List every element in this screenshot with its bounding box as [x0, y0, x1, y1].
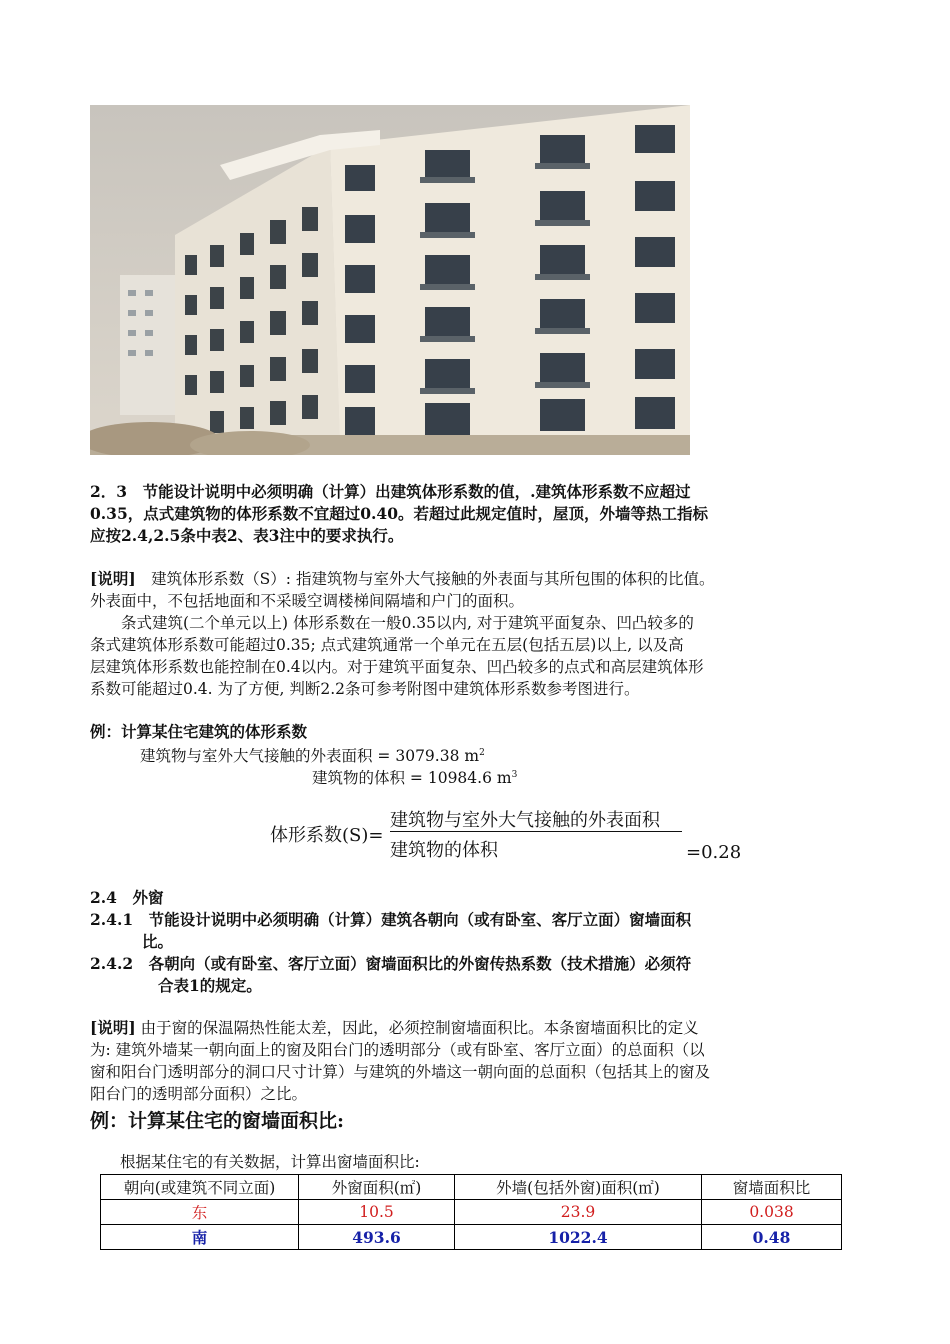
section-2-4-1-line1: 2.4.1 节能设计说明中必须明确（计算）建筑各朝向（或有卧室、客厅立面）窗墙面积 — [90, 910, 692, 929]
building-photo — [90, 105, 690, 455]
example1-area-sup: 2 — [479, 748, 485, 758]
formula-numerator: 建筑物与室外大气接触的外表面积 — [390, 810, 660, 831]
apartment-building-illustration — [90, 105, 690, 455]
example1-volume-text: 建筑物的体积 = 10984.6 m — [312, 769, 512, 787]
formula-lhs: 体形系数(S)= — [270, 825, 384, 846]
section-2-4-1-line2: 比。 — [142, 932, 174, 951]
example1-title: 例：计算某住宅建筑的体形系数 — [90, 722, 308, 741]
note1-line1 — [90, 568, 714, 590]
note2-line4: 阳台门的透明部分面积）之比。 — [90, 1085, 308, 1103]
example1-volume — [312, 764, 517, 789]
cell-orientation: 南 — [101, 1225, 299, 1250]
note1-line3: 条式建筑(二个单元以上) 体形系数在一般0.35以内, 对于建筑平面复杂、凹凸较多的 — [90, 614, 694, 632]
cell-orientation: 东 — [101, 1200, 299, 1225]
note1-line2: 外表面中，不包括地面和不采暖空调楼梯间隔墙和户门的面积。 — [90, 592, 525, 610]
cell-window-area: 10.5 — [299, 1200, 455, 1225]
header-orientation: 朝向(或建筑不同立面) — [101, 1175, 299, 1200]
header-ratio: 窗墙面积比 — [702, 1175, 842, 1200]
window-wall-ratio-table — [100, 1174, 842, 1250]
note1-line6: 系数可能超过0.4. 为了方便, 判断2.2条可参考附图中建筑体形系数参考图进行。 — [90, 680, 640, 698]
note2-line1 — [90, 1017, 699, 1039]
example1-volume-sup: 3 — [511, 770, 518, 780]
example2-intro: 根据某住宅的有关数据，计算出窗墙面积比: — [120, 1153, 420, 1171]
cell-ratio: 0.038 — [702, 1200, 842, 1225]
section-2-4-2-line1: 2.4.2 各朝向（或有卧室、客厅立面）窗墙面积比的外窗传热系数（技术措施）必须符 — [90, 954, 692, 973]
section-2-4-2-line2: 合表1的规定。 — [158, 976, 262, 995]
header-window-area: 外窗面积(㎡) — [299, 1175, 455, 1200]
note1-label: [说明] — [90, 569, 136, 588]
table-row — [101, 1225, 842, 1250]
example1-area-text: 建筑物与室外大气接触的外表面积 = 3079.38 m — [140, 747, 480, 765]
note2-text1: 由于窗的保温隔热性能太差，因此，必须控制窗墙面积比。本条窗墙面积比的定义 — [135, 1019, 699, 1037]
table-header-row — [101, 1175, 842, 1200]
section-2-3-line3: 应按2.4,2.5条中表2、表3注中的要求执行。 — [90, 526, 404, 545]
section-2-3-line1: 2．3 节能设计说明中必须明确（计算）出建筑体形系数的值，.建筑体形系数不应超过 — [90, 482, 691, 501]
section-2-3-line2: 0.35，点式建筑物的体形系数不宜超过0.40。若超过此规定值时，屋顶，外墙等热工指标 — [90, 504, 709, 523]
section-2-4-title: 2.4 外窗 — [90, 888, 164, 907]
example2-title: 例：计算某住宅的窗墙面积比: — [90, 1110, 345, 1132]
cell-ratio: 0.48 — [702, 1225, 842, 1250]
cell-wall-area: 1022.4 — [455, 1225, 702, 1250]
formula-fraction-bar — [390, 831, 682, 832]
formula-denominator: 建筑物的体积 — [390, 840, 498, 861]
note1-line5: 层建筑体形系数也能控制在0.4以内。对于建筑平面复杂、凹凸较多的点式和高层建筑体形 — [90, 658, 704, 676]
note2-line3: 窗和阳台门透明部分的洞口尺寸计算）与建筑的外墙这一朝向面的总面积（包括其上的窗及 — [90, 1063, 711, 1081]
cell-wall-area: 23.9 — [455, 1200, 702, 1225]
note2-line2: 为: 建筑外墙某一朝向面上的窗及阳台门的透明部分（或有卧室、客厅立面）的总面积（以 — [90, 1041, 705, 1059]
header-wall-area: 外墙(包括外窗)面积(㎡) — [455, 1175, 702, 1200]
note1-text1: 建筑体形系数（S）: 指建筑物与室外大气接触的外表面与其所包围的体积的比值。 — [135, 570, 715, 588]
cell-window-area: 493.6 — [299, 1225, 455, 1250]
formula-result: =0.28 — [686, 842, 742, 863]
note2-label: [说明] — [90, 1018, 136, 1037]
note1-line4: 条式建筑体形系数可能超过0.35; 点式建筑通常一个单元在五层(包括五层)以上, 以及高 — [90, 636, 684, 654]
table-row — [101, 1200, 842, 1225]
